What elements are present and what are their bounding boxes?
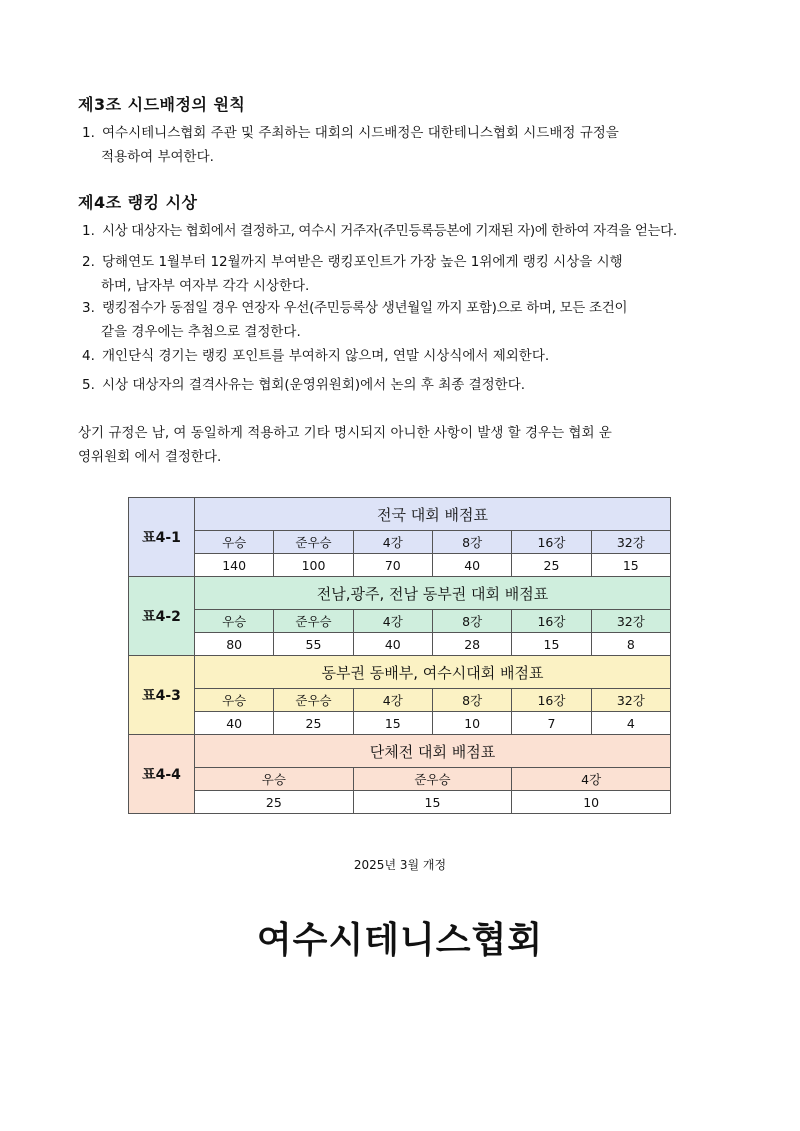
table-title: 단체전 대회 배점표 [195, 735, 671, 768]
article4-item-4 [82, 344, 732, 368]
item-text-line1: 당해연도 1월부터 12월까지 부여받은 랭킹포인트가 가장 높은 1위에게 랭킹 시상을 시행 [102, 254, 623, 270]
item-number: 5. [82, 377, 95, 393]
table-4-4-value-row [129, 791, 671, 814]
item-number: 1. [82, 223, 95, 239]
item-number: 3. [82, 300, 95, 316]
table-4-2-header-row [129, 610, 671, 633]
note-line2: 영위원회 에서 결정한다. [78, 449, 222, 465]
table-label: 표4-1 [129, 498, 195, 577]
header-cell: 우승 [195, 610, 274, 633]
header-cell: 준우승 [274, 531, 353, 554]
value-cell: 55 [274, 633, 353, 656]
value-cell: 10 [512, 791, 671, 814]
value-cell: 40 [195, 712, 274, 735]
article4-heading: 제4조 랭킹 시상 [78, 193, 198, 212]
table-4-3-header-row [129, 689, 671, 712]
table-4-3-title-row [129, 656, 671, 689]
value-cell: 25 [274, 712, 353, 735]
header-cell: 우승 [195, 531, 274, 554]
item-number: 4. [82, 348, 95, 364]
table-title: 전남,광주, 전남 동부권 대회 배점표 [195, 577, 671, 610]
table-4-2-title-row [129, 577, 671, 610]
score-tables [128, 497, 671, 814]
item-text-line1: 시상 대상자의 결격사유는 협회(운영위원회)에서 논의 후 최종 결정한다. [102, 377, 526, 393]
value-cell: 25 [195, 791, 354, 814]
table-4-2-value-row [129, 633, 671, 656]
value-cell: 15 [512, 633, 591, 656]
article4-item-2 [82, 250, 732, 298]
value-cell: 7 [512, 712, 591, 735]
value-cell: 140 [195, 554, 274, 577]
item-text-line1: 여수시테니스협회 주관 및 주최하는 대회의 시드배정은 대한테니스협회 시드배정 규정을 [102, 125, 619, 141]
header-cell: 32강 [591, 689, 670, 712]
header-cell: 32강 [591, 531, 670, 554]
item-text-line1: 시상 대상자는 협회에서 결정하고, 여수시 거주자(주민등록등본에 기재된 자)에 한하여 자격을 얻는다. [102, 223, 677, 239]
header-cell: 우승 [195, 689, 274, 712]
note-line1: 상기 규정은 남, 여 동일하게 적용하고 기타 명시되지 아니한 사항이 발생 할 경우는 협회 운 [78, 425, 612, 441]
value-cell: 100 [274, 554, 353, 577]
article3-heading: 제3조 시드배정의 원칙 [78, 95, 246, 114]
header-cell: 8강 [432, 610, 511, 633]
header-cell: 4강 [353, 689, 432, 712]
header-cell: 32강 [591, 610, 670, 633]
table-label: 표4-4 [129, 735, 195, 814]
table-label: 표4-2 [129, 577, 195, 656]
table-title: 동부권 동배부, 여수시대회 배점표 [195, 656, 671, 689]
article4-item-1 [82, 219, 732, 243]
header-cell: 4강 [353, 531, 432, 554]
header-cell: 4강 [353, 610, 432, 633]
article4-item-5 [82, 373, 732, 397]
value-cell: 4 [591, 712, 670, 735]
header-cell: 8강 [432, 531, 511, 554]
item-text-line1: 개인단식 경기는 랭킹 포인트를 부여하지 않으며, 연말 시상식에서 제외한다. [102, 348, 550, 364]
article4-item-3 [82, 296, 732, 344]
value-cell: 8 [591, 633, 670, 656]
item-text-line2: 같을 경우에는 추첨으로 결정한다. [101, 324, 301, 340]
value-cell: 40 [432, 554, 511, 577]
value-cell: 15 [353, 791, 512, 814]
header-cell: 우승 [195, 768, 354, 791]
value-cell: 40 [353, 633, 432, 656]
header-cell: 16강 [512, 610, 591, 633]
table-4-3-value-row [129, 712, 671, 735]
table-4-4-title-row [129, 735, 671, 768]
item-number: 2. [82, 254, 95, 270]
value-cell: 10 [432, 712, 511, 735]
header-cell: 16강 [512, 689, 591, 712]
value-cell: 15 [591, 554, 670, 577]
article3-item-1 [82, 121, 732, 169]
revision-date: 2025년 3월 개정 [353, 858, 447, 872]
item-number: 1. [82, 125, 95, 141]
header-cell: 4강 [512, 768, 671, 791]
table-4-1-value-row [129, 554, 671, 577]
value-cell: 15 [353, 712, 432, 735]
organization-name: 여수시테니스협회 [256, 920, 544, 961]
table-4-4-header-row [129, 768, 671, 791]
header-cell: 준우승 [353, 768, 512, 791]
item-text-line2: 하며, 남자부 여자부 각각 시상한다. [101, 278, 310, 294]
value-cell: 25 [512, 554, 591, 577]
item-text-line1: 랭킹점수가 동점일 경우 연장자 우선(주민등록상 생년월일 까지 포함)으로 하며, 모든 조건이 [102, 300, 628, 316]
table-title: 전국 대회 배점표 [195, 498, 671, 531]
header-cell: 준우승 [274, 689, 353, 712]
table-4-1-title-row [129, 498, 671, 531]
table-label: 표4-3 [129, 656, 195, 735]
value-cell: 28 [432, 633, 511, 656]
table-4-1-header-row [129, 531, 671, 554]
value-cell: 70 [353, 554, 432, 577]
header-cell: 준우승 [274, 610, 353, 633]
header-cell: 8강 [432, 689, 511, 712]
header-cell: 16강 [512, 531, 591, 554]
value-cell: 80 [195, 633, 274, 656]
item-text-line2: 적용하여 부여한다. [101, 149, 214, 165]
note-paragraph [78, 421, 728, 469]
